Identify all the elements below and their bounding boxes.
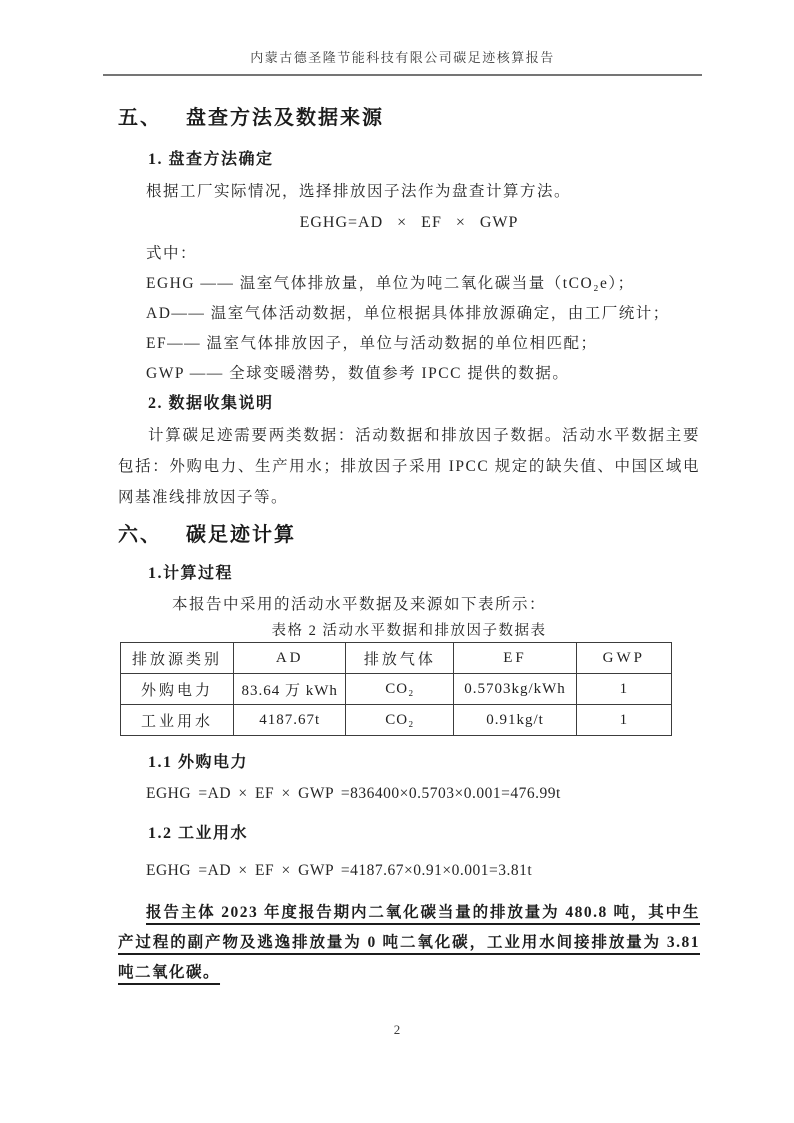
cell-electricity-gwp: 1	[576, 674, 671, 705]
page-footer	[0, 1022, 794, 1038]
cell-water-gas: CO₂	[346, 705, 454, 736]
formula-intro: 式中：	[146, 245, 198, 262]
section-5-title: 盘查方法及数据来源	[186, 107, 384, 129]
cell-water-ef: 0.91kg/t	[454, 705, 576, 736]
cell-water-ad: 4187.67t	[233, 705, 345, 736]
section-5-heading	[118, 105, 700, 132]
definition-gwp: GWP —— 全球变暖潜势，数值参考 IPCC 提供的数据。	[146, 365, 570, 382]
definition-ef: EF—— 温室气体排放因子，单位与活动数据的单位相匹配；	[146, 335, 598, 352]
section-6-title: 碳足迹计算	[186, 524, 296, 546]
table-header-row	[121, 643, 672, 674]
method-heading: 1. 盘查方法确定	[148, 151, 274, 168]
header-cell-source: 排放源类别	[121, 643, 234, 674]
water-heading: 1.2 工业用水	[148, 825, 249, 842]
table-caption: 表格 2 活动水平数据和排放因子数据表	[271, 623, 547, 639]
section-6-heading	[118, 522, 700, 549]
activity-data-table	[120, 642, 672, 736]
section-6-number: 六、	[118, 524, 162, 546]
page-content	[118, 105, 700, 988]
page-number: 2	[393, 1022, 401, 1037]
cell-electricity-source: 外购电力	[121, 674, 234, 705]
method-paragraph: 根据工厂实际情况，选择排放因子法作为盘查计算方法。	[146, 183, 572, 200]
conclusion-paragraph: 报告主体 2023 年度报告期内二氧化碳当量的排放量为 480.8 吨，其中生产过程的副产物及逃逸排放量为 0 吨二氧化碳，工业用水间接排放量为 3.81 吨二氧化碳。	[118, 904, 700, 981]
section-5-number: 五、	[118, 107, 162, 129]
emission-formula: EGHG=AD × EF × GWP	[299, 214, 519, 231]
header-cell-gas: 排放气体	[346, 643, 454, 674]
electricity-heading: 1.1 外购电力	[148, 754, 249, 771]
header-cell-gwp: GWP	[576, 643, 671, 674]
process-intro: 本报告中采用的活动水平数据及来源如下表所示：	[172, 596, 547, 613]
cell-electricity-ef: 0.5703kg/kWh	[454, 674, 576, 705]
table-row-electricity	[121, 674, 672, 705]
cell-water-gwp: 1	[576, 705, 671, 736]
header-cell-ef: EF	[454, 643, 576, 674]
definition-ad: AD—— 温室气体活动数据，单位根据具体排放源确定，由工厂统计；	[146, 305, 670, 322]
electricity-calculation: EGHG =AD × EF × GWP =836400×0.5703×0.001=476.99t	[146, 785, 561, 802]
data-collection-heading: 2. 数据收集说明	[148, 395, 274, 412]
table-row-water	[121, 705, 672, 736]
data-collection-paragraph: 计算碳足迹需要两类数据：活动数据和排放因子数据。活动水平数据主要包括：外购电力、生产用水；排放因子采用 IPCC 规定的缺失值、中国区域电网基准线排放因子等。	[118, 427, 700, 506]
cell-electricity-ad: 83.64 万 kWh	[233, 674, 345, 705]
page-header	[103, 0, 702, 76]
header-cell-ad: AD	[233, 643, 345, 674]
cell-water-source: 工业用水	[121, 705, 234, 736]
water-calculation: EGHG =AD × EF × GWP =4187.67×0.91×0.001=3.81t	[146, 862, 533, 879]
cell-electricity-gas: CO₂	[346, 674, 454, 705]
header-title: 内蒙古德圣隆节能科技有限公司碳足迹核算报告	[250, 50, 555, 65]
process-heading: 1.计算过程	[148, 565, 234, 582]
definition-eghg: EGHG —— 温室气体排放量，单位为吨二氧化碳当量（tCO₂e）；	[146, 275, 635, 292]
